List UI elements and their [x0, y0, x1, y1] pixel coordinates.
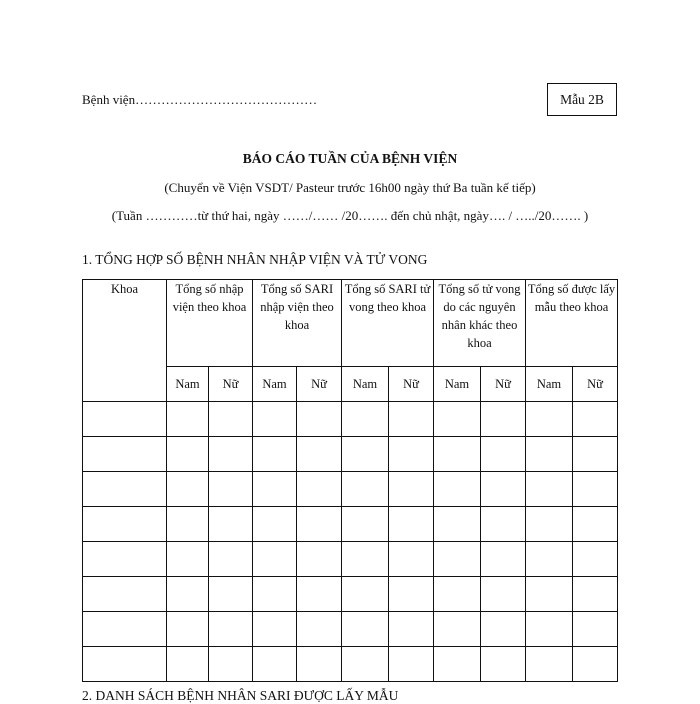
empty-cell — [83, 437, 167, 472]
empty-cell — [389, 542, 434, 577]
empty-cell — [83, 472, 167, 507]
empty-cell — [526, 647, 573, 682]
empty-cell — [209, 577, 253, 612]
empty-cell — [167, 507, 209, 542]
table-row — [83, 612, 618, 647]
empty-cell — [481, 647, 526, 682]
empty-cell — [526, 612, 573, 647]
table-row — [83, 542, 618, 577]
column-header-khoa: Khoa — [83, 280, 167, 402]
empty-cell — [209, 402, 253, 437]
empty-cell — [253, 542, 297, 577]
empty-cell — [167, 647, 209, 682]
empty-cell — [209, 437, 253, 472]
empty-cell — [481, 437, 526, 472]
empty-cell — [573, 402, 618, 437]
hospital-name-line: Bệnh viện…………………………………… — [82, 92, 318, 107]
table-row — [83, 437, 618, 472]
form-code-box: Mẫu 2B — [547, 83, 617, 116]
empty-cell — [167, 612, 209, 647]
empty-cell — [342, 437, 389, 472]
empty-cell — [342, 507, 389, 542]
empty-cell — [573, 612, 618, 647]
empty-cell — [253, 472, 297, 507]
empty-cell — [297, 542, 342, 577]
table-row — [83, 402, 618, 437]
subheader-female: Nữ — [389, 367, 434, 402]
empty-cell — [573, 577, 618, 612]
empty-cell — [297, 472, 342, 507]
subheader-male: Nam — [253, 367, 297, 402]
empty-cell — [209, 612, 253, 647]
empty-cell — [526, 507, 573, 542]
empty-cell — [167, 577, 209, 612]
table-row — [83, 472, 618, 507]
empty-cell — [253, 507, 297, 542]
empty-cell — [342, 612, 389, 647]
empty-cell — [389, 612, 434, 647]
empty-cell — [389, 472, 434, 507]
empty-cell — [573, 542, 618, 577]
table-row — [83, 507, 618, 542]
column-header-total-admissions: Tổng số nhập viện theo khoa — [167, 280, 253, 367]
empty-cell — [573, 472, 618, 507]
empty-cell — [209, 507, 253, 542]
empty-cell — [83, 542, 167, 577]
section-2-heading: 2. DANH SÁCH BỆNH NHÂN SARI ĐƯỢC LẤY MẪU — [82, 688, 399, 703]
empty-cell — [83, 577, 167, 612]
empty-cell — [253, 647, 297, 682]
document-subtitle: (Chuyển về Viện VSDT/ Pasteur trước 16h00 ngày thứ Ba tuần kế tiếp) — [164, 180, 536, 195]
empty-cell — [573, 647, 618, 682]
empty-cell — [481, 402, 526, 437]
empty-cell — [526, 437, 573, 472]
empty-cell — [481, 542, 526, 577]
empty-cell — [434, 402, 481, 437]
admissions-deaths-table — [82, 279, 618, 682]
empty-cell — [389, 647, 434, 682]
empty-cell — [253, 577, 297, 612]
empty-cell — [83, 402, 167, 437]
empty-cell — [209, 472, 253, 507]
empty-cell — [389, 507, 434, 542]
empty-cell — [342, 577, 389, 612]
section-1-heading: 1. TỔNG HỢP SỐ BỆNH NHÂN NHẬP VIỆN VÀ TỬ VONG — [82, 252, 428, 267]
subheader-female: Nữ — [297, 367, 342, 402]
column-header-sari-admissions: Tổng số SARI nhập viện theo khoa — [253, 280, 342, 367]
empty-cell — [297, 612, 342, 647]
empty-cell — [434, 612, 481, 647]
empty-cell — [297, 437, 342, 472]
empty-cell — [167, 437, 209, 472]
column-header-sari-deaths: Tổng số SARI tử vong theo khoa — [342, 280, 434, 367]
empty-cell — [342, 402, 389, 437]
subheader-male: Nam — [434, 367, 481, 402]
column-header-sampled: Tổng số được lấy mẫu theo khoa — [526, 280, 618, 367]
empty-cell — [434, 472, 481, 507]
empty-cell — [481, 507, 526, 542]
empty-cell — [573, 437, 618, 472]
empty-cell — [342, 472, 389, 507]
table-row — [83, 647, 618, 682]
empty-cell — [253, 612, 297, 647]
empty-cell — [526, 542, 573, 577]
empty-cell — [167, 542, 209, 577]
empty-cell — [434, 542, 481, 577]
subheader-male: Nam — [167, 367, 209, 402]
empty-cell — [342, 542, 389, 577]
subheader-female: Nữ — [209, 367, 253, 402]
subheader-female: Nữ — [481, 367, 526, 402]
empty-cell — [297, 577, 342, 612]
empty-cell — [389, 577, 434, 612]
column-header-other-deaths: Tổng số tử vong do các nguyên nhân khác theo khoa — [434, 280, 526, 367]
empty-cell — [253, 437, 297, 472]
empty-cell — [434, 577, 481, 612]
empty-cell — [209, 647, 253, 682]
empty-cell — [434, 647, 481, 682]
empty-cell — [434, 437, 481, 472]
table-body — [83, 402, 618, 682]
subheader-male: Nam — [526, 367, 573, 402]
empty-cell — [389, 437, 434, 472]
empty-cell — [481, 577, 526, 612]
empty-cell — [389, 402, 434, 437]
table-row — [83, 577, 618, 612]
empty-cell — [167, 472, 209, 507]
empty-cell — [209, 542, 253, 577]
empty-cell — [297, 507, 342, 542]
empty-cell — [297, 402, 342, 437]
empty-cell — [253, 402, 297, 437]
empty-cell — [481, 472, 526, 507]
empty-cell — [526, 577, 573, 612]
empty-cell — [83, 647, 167, 682]
subheader-female: Nữ — [573, 367, 618, 402]
empty-cell — [481, 612, 526, 647]
subheader-male: Nam — [342, 367, 389, 402]
reporting-week-line: (Tuần …………từ thứ hai, ngày ……/…… /20……. đến chủ nhật, ngày…. / …../20……. ) — [111, 208, 589, 223]
empty-cell — [434, 507, 481, 542]
empty-cell — [573, 507, 618, 542]
empty-cell — [83, 507, 167, 542]
empty-cell — [342, 647, 389, 682]
document-title: BÁO CÁO TUẦN CỦA BỆNH VIỆN — [242, 151, 458, 166]
empty-cell — [526, 472, 573, 507]
empty-cell — [167, 402, 209, 437]
empty-cell — [526, 402, 573, 437]
empty-cell — [83, 612, 167, 647]
empty-cell — [297, 647, 342, 682]
